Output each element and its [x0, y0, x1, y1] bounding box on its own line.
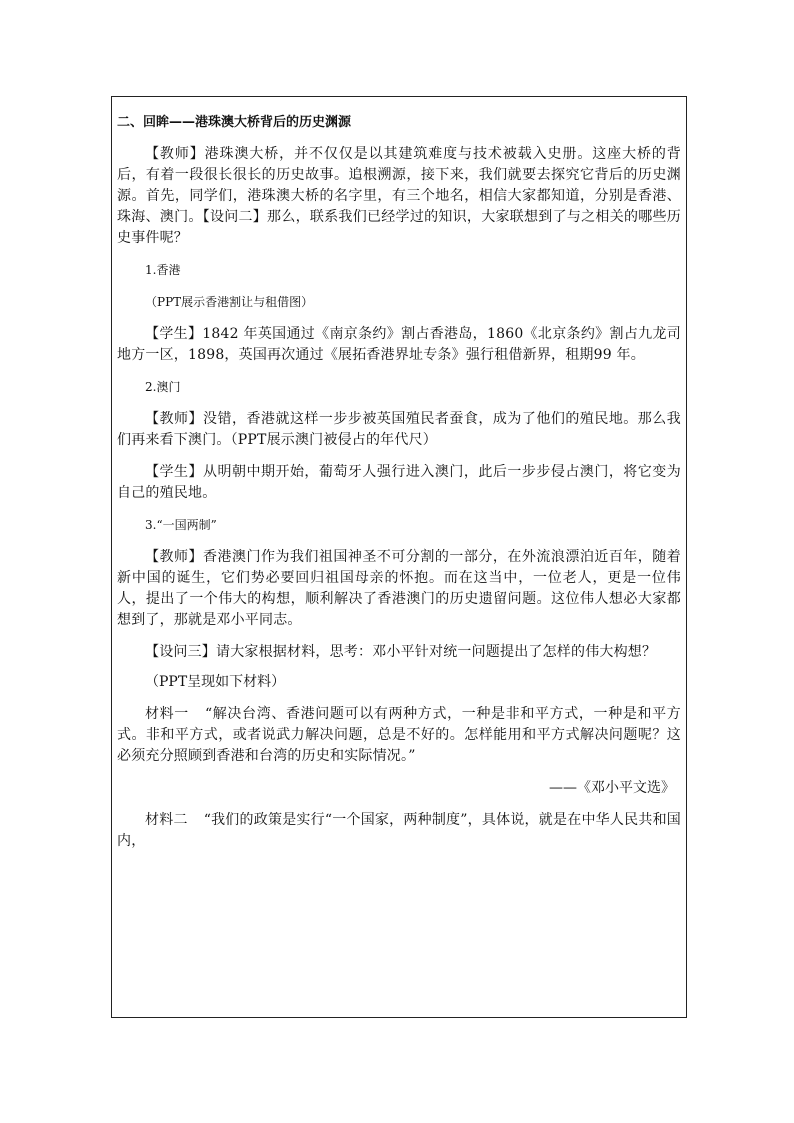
document-body [117, 112, 681, 852]
teacher-paragraph-1: 【教师】港珠澳大桥，并不仅仅是以其建筑难度与技术被载入史册。这座大桥的背后，有着一段很长很长的历史故事。追根溯源，接下来，我们就要去探究它背后的历史渊源。首先，同学们，港珠澳大桥的名字里，有三个地名，相信大家都知道，分别是香港、珠海、澳门。【设问二】那么，联系我们已经学过的知识，大家联想到了与之相关的哪些历史事件呢？ [117, 146, 681, 246]
teacher-paragraph-2: 【教师】没错，香港就这样一步步被英国殖民者蚕食，成为了他们的殖民地。那么我们再来看下澳门。（PPT展示澳门被侵占的年代尺） [117, 411, 681, 448]
student-paragraph-1: 【学生】1842 年英国通过《南京条约》割占香港岛，1860《北京条约》割占九龙司地方一区，1898，英国再次通过《展拓香港界址专条》强行租借新界，租期99 年。 [117, 326, 681, 363]
item-heading-hongkong: 1.香港 [145, 263, 181, 277]
item-heading-one-country: 3.“一国两制” [145, 518, 217, 532]
item-heading-macau: 2.澳门 [145, 380, 181, 394]
section-heading: 二、回眸——港珠澳大桥背后的历史渊源 [117, 115, 352, 130]
material-two-text: “我们的政策是实行“一个国家，两种制度”，具体说，就是在中华人民共和国内， [117, 812, 681, 849]
material-one-label: 材料一 [145, 706, 189, 722]
material-one [117, 704, 681, 767]
material-one-source: ——《邓小平文选》 [549, 780, 675, 796]
question-three: 【设问三】请大家根据材料，思考：邓小平针对统一问题提出了怎样的伟大构想？ [145, 644, 657, 660]
material-one-text: “解决台湾、香港问题可以有两种方式，一种是非和平方式，一种是和平方式。非和平方式，或者说武力解决问题，总是不好的。怎样能用和平方式解决问题呢？这必须充分照顾到香港和台湾的历史和实际情况。” [117, 706, 681, 764]
teacher-paragraph-3: 【教师】香港澳门作为我们祖国神圣不可分割的一部分，在外流浪漂泊近百年，随着新中国的诞生，它们势必要回归祖国母亲的怀抱。而在这当中，一位老人，更是一位伟人，提出了一个伟大的构想，顺利解决了香港澳门的历史遗留问题。这位伟人想必大家都想到了，那就是邓小平同志。 [117, 549, 681, 628]
material-two [117, 810, 681, 852]
ppt-note-1: （PPT展示香港割让与租借图） [145, 295, 314, 309]
student-paragraph-2: 【学生】从明朝中期开始，葡萄牙人强行进入澳门，此后一步步侵占澳门，将它变为自己的殖民地。 [117, 464, 681, 501]
ppt-note-2: （PPT呈现如下材料） [145, 674, 286, 690]
material-two-label: 材料二 [145, 812, 188, 828]
